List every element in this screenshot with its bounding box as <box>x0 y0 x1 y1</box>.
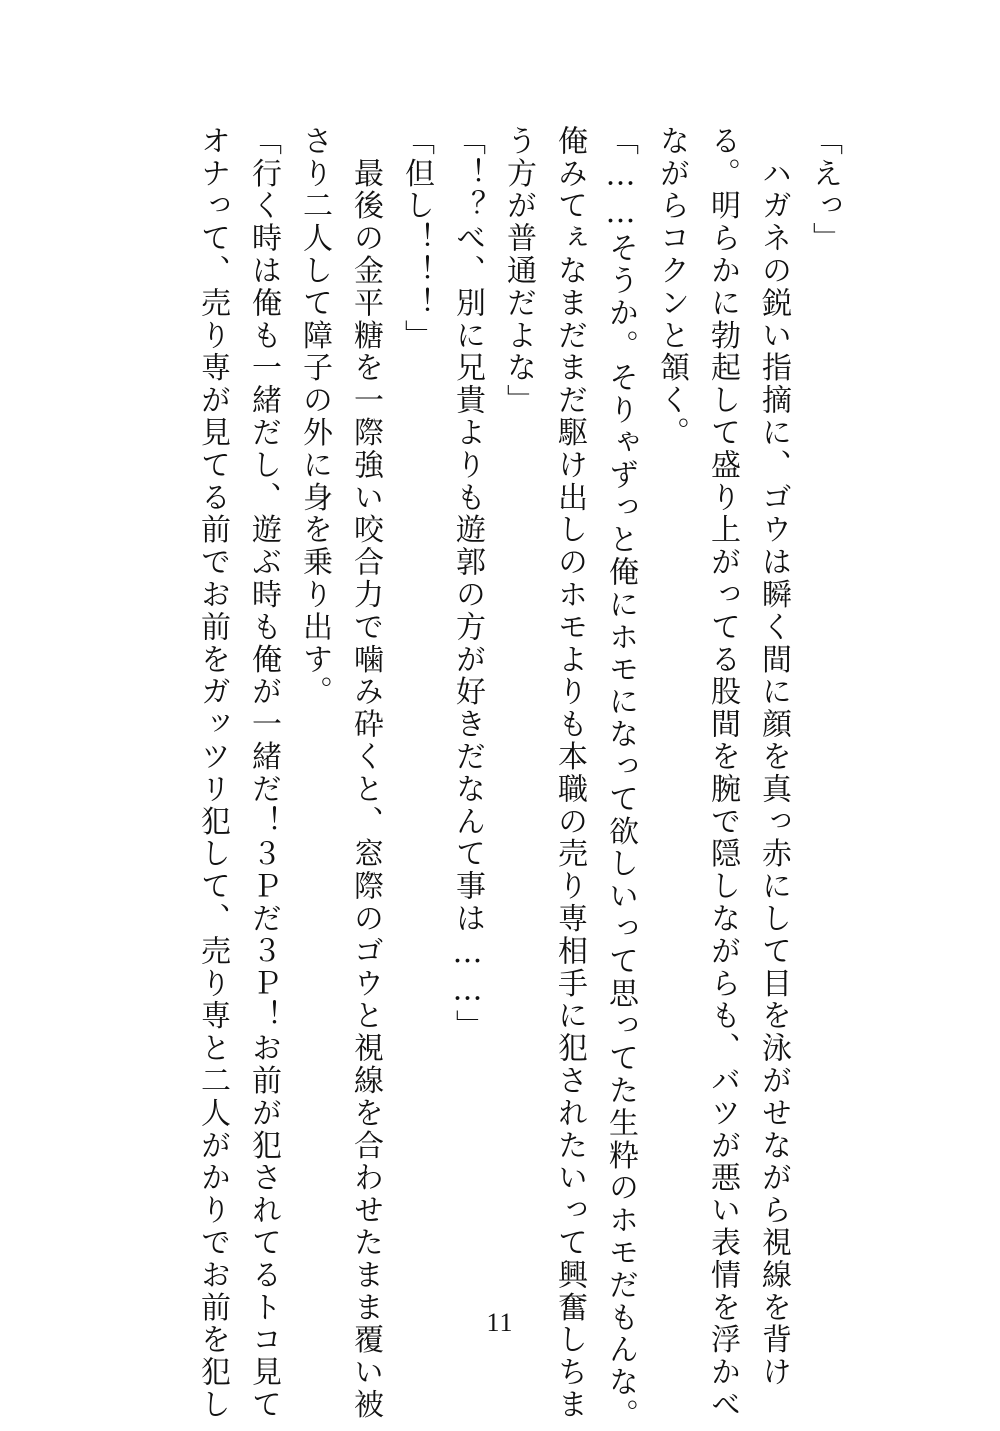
page-number: 11 <box>486 1308 514 1337</box>
text-line: 「……そうか。そりゃずっと俺にホモになって欲しいって思ってた生粋のホモだもんな。 <box>603 125 638 1431</box>
text-line: 「！？べ、別に兄貴よりも遊郭の方が好きだなんて事は……」 <box>450 125 485 1043</box>
text-line: う方が普通だよな」 <box>501 125 536 417</box>
text-line: 「えっ」 <box>807 125 842 255</box>
text-line: オナって、売り専が見てる前でお前をガッツリ犯して、売り専と二人がかりでお前を犯し <box>195 125 230 1421</box>
text-line: 「行く時は俺も一緒だし、遊ぶ時も俺が一緒だ！３Ｐだ３Ｐ！お前が犯されてるトコ見て <box>246 125 281 1421</box>
text-line: 最後の金平糖を一際強い咬合力で噛み砕くと、窓際のゴウと視線を合わせたまま覆い被 <box>348 125 383 1421</box>
text-line: ながらコクンと頷く。 <box>654 125 689 449</box>
text-line: る。明らかに勃起して盛り上がってる股間を腕で隠しながらも、バツが悪い表情を浮かべ <box>705 125 740 1421</box>
text-line: ハガネの鋭い指摘に、ゴウは瞬く間に顔を真っ赤にして目を泳がせながら視線を背け <box>756 125 791 1389</box>
text-line: さり二人して障子の外に身を乗り出す。 <box>297 125 332 709</box>
text-line: 俺みてぇなまだまだ駆け出しのホモよりも本職の売り専相手に犯されたいって興奮しちま <box>552 125 587 1421</box>
text-line: 「但し！！！」 <box>399 125 434 352</box>
